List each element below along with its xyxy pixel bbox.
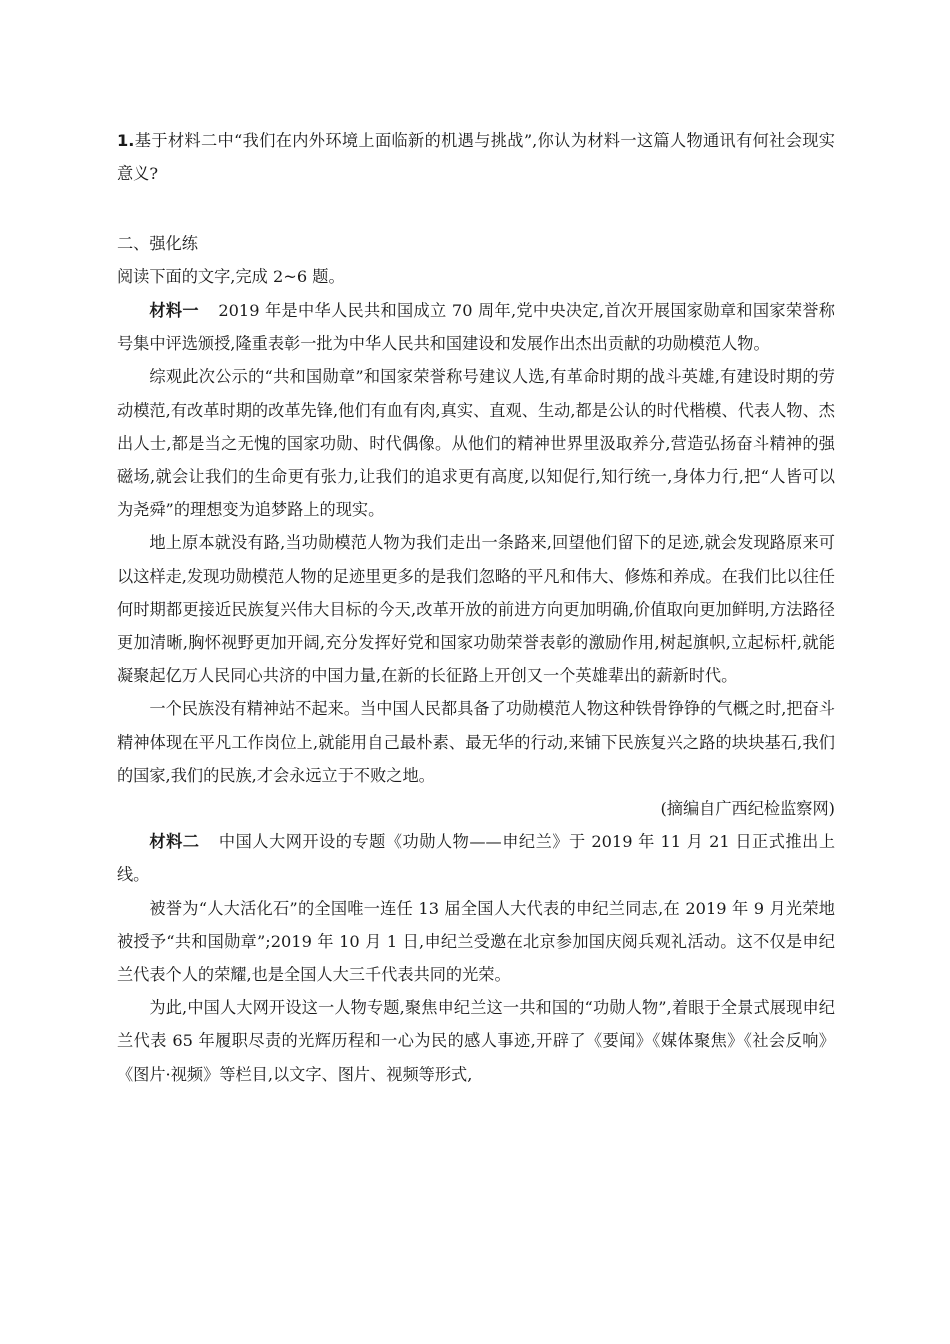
question-number: 1.: [117, 131, 135, 150]
material1-label: 材料一: [149, 301, 199, 320]
question-text: 基于材料二中“我们在内外环境上面临新的机遇与挑战”,你认为材料一这篇人物通讯有何社会现实意义?: [117, 131, 835, 183]
material1-paragraph: [117, 294, 835, 360]
material1-source: (摘编自广西纪检监察网): [660, 799, 835, 819]
section-instruction: 阅读下面的文字,完成 2~6 题。: [117, 267, 345, 286]
material2-paragraph: [117, 825, 835, 891]
section-title: 二、强化练: [117, 234, 198, 253]
material1-paragraph: 地上原本就没有路,当功勋模范人物为我们走出一条路来,回望他们留下的足迹,就会发现路原来可以这样走,发现功勋模范人物的足迹里更多的是我们忽略的平凡和伟大、修炼和养成。在我们比以往任何时期都更接近民族复兴伟大目标的今天,改革开放的前进方向更加明确,价值取向更加鲜明,方法路径更加清晰,胸怀视野更加开阔,充分发挥好党和国家功勋荣誉表彰的激励作用,树起旗帜,立起标杆,就能凝聚起亿万人民同心共济的中国力量,在新的长征路上开创又一个英雄辈出的薪新时代。: [117, 533, 835, 686]
material1-paragraph: 一个民族没有精神站不起来。当中国人民都具备了功勋模范人物这种铁骨铮铮的气概之时,把奋斗精神体现在平凡工作岗位上,就能用自己最朴素、最无华的行动,来铺下民族复兴之路的块块基石,我们的国家,我们的民族,才会永远立于不败之地。: [117, 699, 835, 785]
material2-paragraph: 为此,中国人大网开设这一人物专题,聚焦申纪兰这一共和国的“功勋人物”,着眼于全景式展现申纪兰代表 65 年履职尽责的光辉历程和一心为民的感人事迹,开辟了《要闻》《媒体聚焦》《社会反响》《图片·视频》等栏目,以文字、图片、视频等形式,: [117, 998, 835, 1084]
material1-paragraph: 综观此次公示的“共和国勋章”和国家荣誉称号建议人选,有革命时期的战斗英雄,有建设时期的劳动模范,有改革时期的改革先锋,他们有血有肉,真实、直观、生动,都是公认的时代楷模、代表人物、杰出人士,都是当之无愧的国家功勋、时代偶像。从他们的精神世界里汲取养分,营造弘扬奋斗精神的强磁场,就会让我们的生命更有张力,让我们的追求更有高度,以知促行,知行统一,身体力行,把“人皆可以为尧舜”的理想变为追梦路上的现实。: [117, 367, 835, 520]
question-1: [117, 124, 835, 190]
material2-paragraph: 被誉为“人大活化石”的全国唯一连任 13 届全国人大代表的申纪兰同志,在 2019 年 9 月光荣地被授予“共和国勋章”;2019 年 10 月 1 日,申纪兰受邀在北京参加国庆阅兵观礼活动。这不仅是申纪兰代表个人的荣耀,也是全国人大三千代表共同的光荣。: [117, 898, 835, 985]
material2-label: 材料二: [149, 832, 200, 852]
material1-paragraph-text: 2019 年是中华人民共和国成立 70 周年,党中央决定,首次开展国家勋章和国家荣誉称号集中评选颁授,隆重表彰一批为中华人民共和国建设和发展作出杰出贡献的功勋模范人物。: [117, 301, 835, 354]
reading-material: [117, 294, 835, 1091]
material2-paragraph-text: 中国人大网开设的专题《功勋人物——申纪兰》于 2019 年 11 月 21 日正式推出上线。: [117, 832, 836, 885]
